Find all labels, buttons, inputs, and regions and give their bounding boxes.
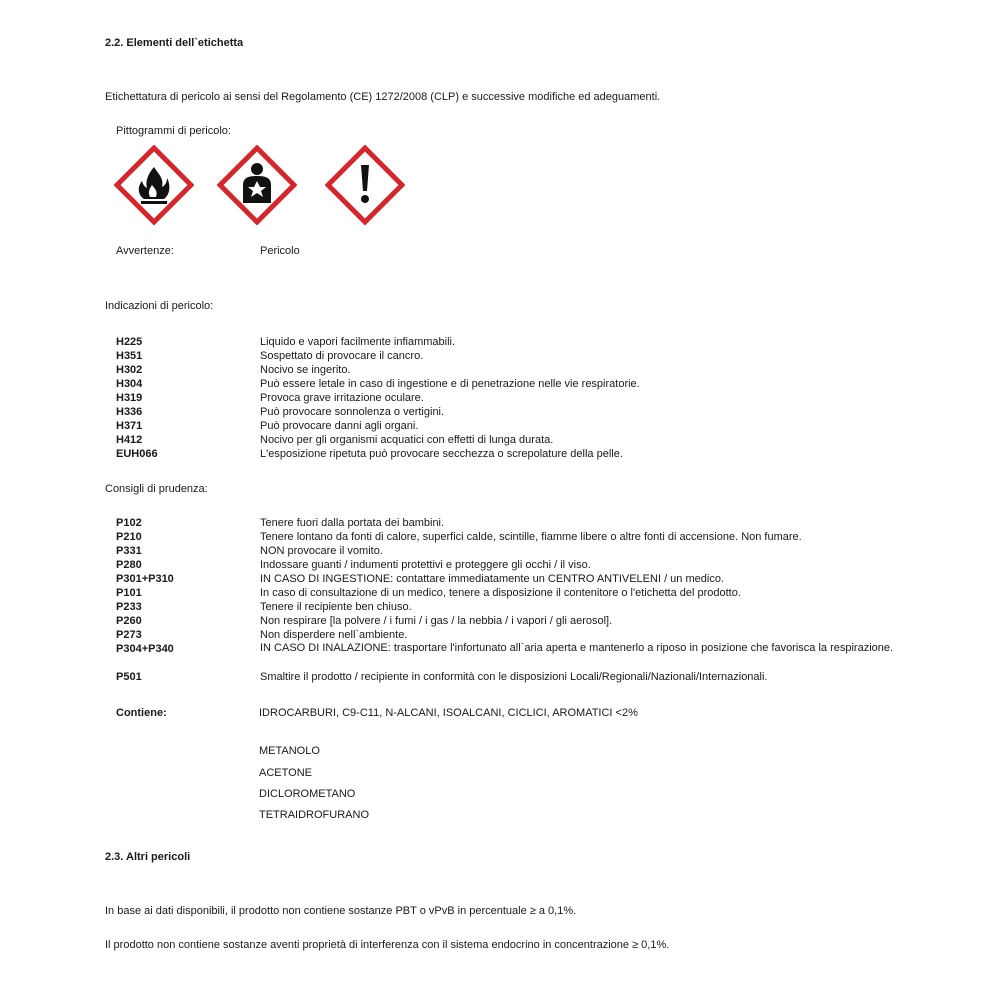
contains-label: Contiene: [116, 707, 167, 719]
precaution-text: Tenere fuori dalla portata dei bambini. [260, 517, 445, 529]
hazard-row [0, 405, 1000, 419]
precaution-code: P331 [116, 545, 142, 557]
hazard-statements-label: Indicazioni di pericolo: [105, 300, 214, 312]
hazard-code: H336 [116, 406, 143, 418]
precaution-text: IN CASO DI INGESTIONE: contattare immediatamente un CENTRO ANTIVELENI / un medico. [260, 573, 724, 585]
precaution-row [0, 572, 1000, 586]
flame-icon [114, 145, 194, 225]
precaution-text: NON provocare il vomito. [260, 545, 383, 557]
precaution-row [0, 530, 1000, 544]
precaution-code: P304+P340 [116, 643, 174, 655]
precaution-code: P501 [116, 671, 142, 683]
precaution-row [0, 642, 1000, 670]
precaution-text: Tenere il recipiente ben chiuso. [260, 601, 412, 613]
precaution-code: P301+P310 [116, 573, 174, 585]
precaution-row [0, 670, 1000, 684]
precaution-code: P210 [116, 531, 142, 543]
hazard-text: L'esposizione ripetuta può provocare secchezza o screpolature della pelle. [260, 448, 623, 460]
exclamation-mark-icon [325, 145, 405, 225]
hazard-text: Provoca grave irritazione oculare. [260, 392, 424, 404]
hazard-row [0, 377, 1000, 391]
hazard-code: EUH066 [116, 448, 158, 460]
hazard-text: Può essere letale in caso di ingestione e di penetrazione nelle vie respiratorie. [260, 378, 640, 390]
section-2-2-title: 2.2. Elementi dell`etichetta [105, 37, 244, 49]
hazard-code: H319 [116, 392, 143, 404]
other-hazards-para-2: Il prodotto non contiene sostanze aventi proprietà di interferenza con il sistema endocrino in concentrazione ≥ 0,1%. [105, 939, 670, 951]
precaution-text: Indossare guanti / indumenti protettivi e proteggere gli occhi / il viso. [260, 559, 591, 571]
precaution-code: P260 [116, 615, 142, 627]
health-hazard-icon [217, 145, 297, 225]
hazard-code: H302 [116, 364, 143, 376]
precaution-row [0, 614, 1000, 628]
precaution-row [0, 628, 1000, 642]
contains-item: DICLOROMETANO [259, 788, 356, 800]
signal-word-label: Avvertenze: [116, 245, 174, 257]
precaution-text: IN CASO DI INALAZIONE: trasportare l'infortunato all`aria aperta e mantenerlo a riposo in posizione che favorisca la respirazione. [260, 642, 894, 654]
hazard-row [0, 349, 1000, 363]
pictograms-label: Pittogrammi di pericolo: [116, 125, 231, 137]
hazard-code: H225 [116, 336, 143, 348]
hazard-code: H371 [116, 420, 143, 432]
precaution-row [0, 600, 1000, 614]
hazard-row [0, 391, 1000, 405]
precaution-row [0, 586, 1000, 600]
precautionary-statements-label: Consigli di prudenza: [105, 483, 208, 495]
other-hazards-para-1: In base ai dati disponibili, il prodotto non contiene sostanze PBT o vPvB in percentuale ≥ a 0,1%. [105, 905, 577, 917]
hazard-row [0, 363, 1000, 377]
hazard-code: H304 [116, 378, 143, 390]
contains-main: IDROCARBURI, C9-C11, N-ALCANI, ISOALCANI, CICLICI, AROMATICI <2% [259, 707, 638, 719]
precaution-text: In caso di consultazione di un medico, tenere a disposizione il contenitore o l'etichetta del prodotto. [260, 587, 741, 599]
contains-item: METANOLO [259, 745, 320, 757]
contains-item: TETRAIDROFURANO [259, 809, 369, 821]
hazard-text: Nocivo se ingerito. [260, 364, 351, 376]
precaution-row [0, 558, 1000, 572]
hazard-text: Può provocare sonnolenza o vertigini. [260, 406, 445, 418]
precaution-text: Tenere lontano da fonti di calore, superfici calde, scintille, fiamme libere o altre fonti di accensione. Non fumare. [260, 531, 802, 543]
signal-word-value: Pericolo [260, 245, 300, 257]
clp-intro-text: Etichettatura di pericolo ai sensi del Regolamento (CE) 1272/2008 (CLP) e successive modifiche ed adeguamenti. [105, 91, 661, 103]
hazard-row [0, 335, 1000, 349]
precaution-text: Non disperdere nell`ambiente. [260, 629, 408, 641]
precaution-code: P102 [116, 517, 142, 529]
hazard-text: Sospettato di provocare il cancro. [260, 350, 424, 362]
hazard-text: Nocivo per gli organismi acquatici con effetti di lunga durata. [260, 434, 554, 446]
hazard-text: Liquido e vapori facilmente infiammabili. [260, 336, 456, 348]
precaution-code: P101 [116, 587, 142, 599]
hazard-row [0, 447, 1000, 461]
hazard-row [0, 419, 1000, 433]
section-2-3-title: 2.3. Altri pericoli [105, 851, 191, 863]
precaution-row [0, 544, 1000, 558]
hazard-code: H351 [116, 350, 143, 362]
precaution-row [0, 516, 1000, 530]
precaution-text: Smaltire il prodotto / recipiente in conformità con le disposizioni Locali/Regionali/Nazionali/Internazionali. [260, 671, 768, 683]
hazard-text: Può provocare danni agli organi. [260, 420, 419, 432]
precaution-text: Non respirare [la polvere / i fumi / i gas / la nebbia / i vapori / gli aerosol]. [260, 615, 613, 627]
hazard-row [0, 433, 1000, 447]
hazard-code: H412 [116, 434, 143, 446]
contains-item: ACETONE [259, 767, 312, 779]
precaution-code: P273 [116, 629, 142, 641]
precaution-code: P280 [116, 559, 142, 571]
precaution-code: P233 [116, 601, 142, 613]
